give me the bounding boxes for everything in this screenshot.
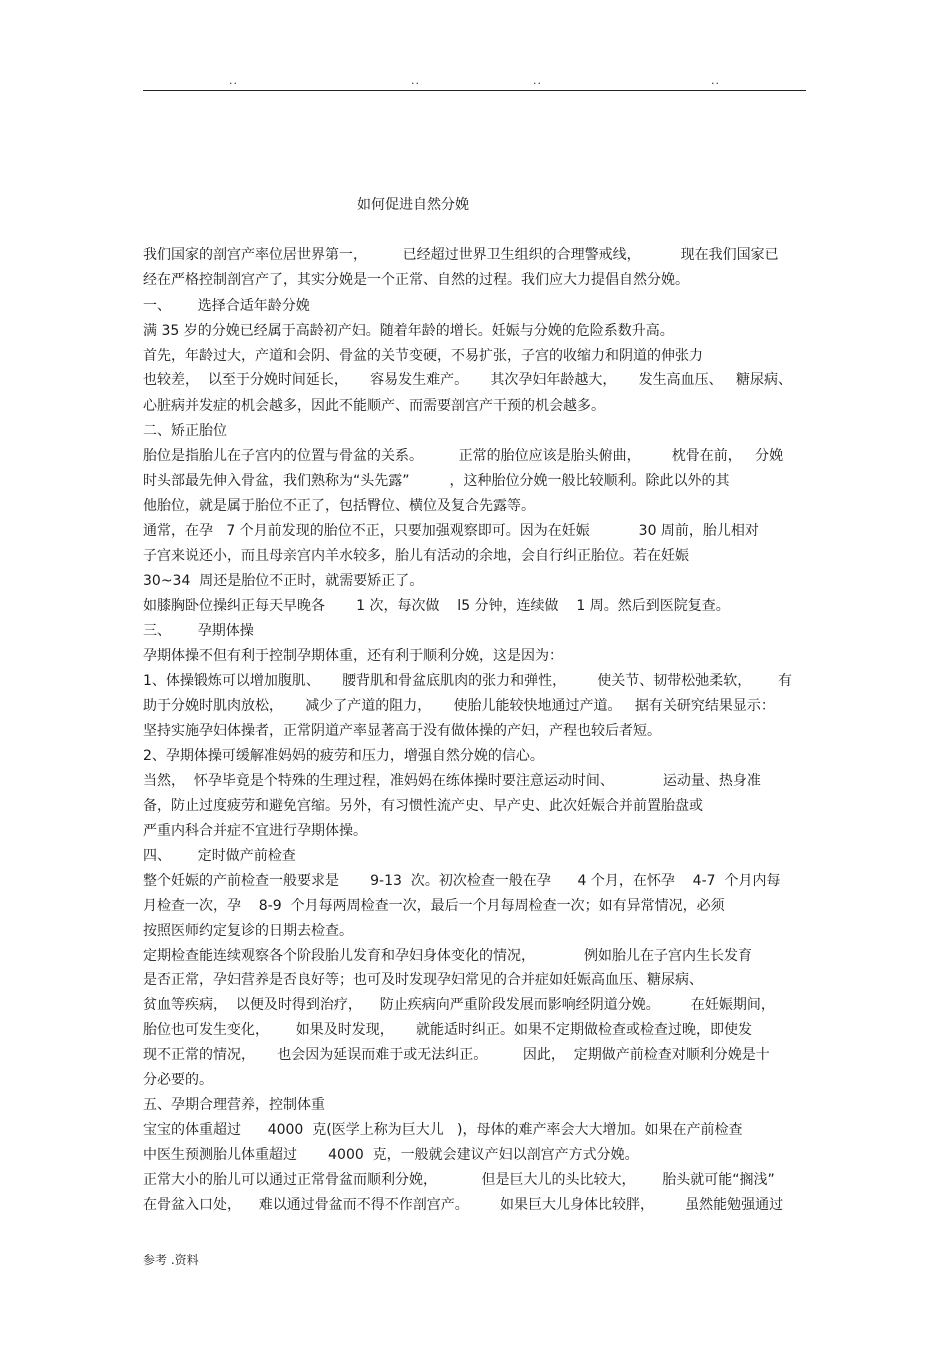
text-line: 坚持实施孕妇体操者，正常阴道产率显著高于没有做体操的产妇，产程也较后者短。	[143, 723, 661, 739]
text-line: 助于分娩时肌肉放松， 减少了产道的阻力， 使胎儿能较快地通过产道。 据有关研究结果显示：	[143, 698, 775, 714]
text-line: 现不正常的情况， 也会因为延误而难于或无法纠正。 因此， 定期做产前检查对顺利分娩是十	[143, 1047, 770, 1063]
text-line: 如膝胸卧位操纠正每天早晚各 1 次，每次做 l5 分钟，连续做 1 周。然后到医院复查。	[143, 598, 730, 614]
text-line: 当然， 怀孕毕竟是个特殊的生理过程，准妈妈在练体操时要注意运动时间、 运动量、热身准	[143, 773, 761, 789]
text-line: 子宫来说还小，而且母亲宫内羊水较多，胎儿有活动的余地，会自行纠正胎位。若在妊娠	[143, 548, 689, 564]
text-line: 备，防止过度疲劳和避免宫缩。另外，有习惯性流产史、早产史、此次妊娠合并前置胎盘或	[143, 798, 703, 814]
text-line: 通常，在孕 7 个月前发现的胎位不正，只要加强观察即可。因为在妊娠 30 周前，胎儿相对	[143, 523, 759, 539]
text-line: 月检查一次，孕 8-9 个月每两周检查一次，最后一个月每周检查一次；如有异常情况，必须	[143, 898, 725, 914]
text-line: 四、 定时做产前检查	[143, 848, 296, 864]
text-line: 2、孕期体操可缓解准妈妈的疲劳和压力，增强自然分娩的信心。	[143, 748, 544, 764]
text-line: 心脏病并发症的机会越多，因此不能顺产、而需要剖宫产干预的机会越多。	[143, 398, 605, 414]
text-line: 整个妊娠的产前检查一般要求是 9-13 次。初次检查一般在孕 4 个月，在怀孕 4-7 个月内每	[143, 873, 781, 889]
header-mark: ..	[533, 74, 542, 87]
header-mark: ..	[411, 74, 420, 87]
text-line: 按照医师约定复诊的日期去检查。	[143, 923, 353, 939]
text-line: 定期检查能连续观察各个阶段胎儿发育和孕妇身体变化的情况， 例如胎儿在子宫内生长发育	[143, 948, 752, 964]
page-header	[0, 74, 950, 88]
text-line: 二、矫正胎位	[143, 423, 227, 439]
text-line: 在骨盆入口处， 难以通过骨盆而不得不作剖宫产。 如果巨大儿身体比较胖， 虽然能勉强通过	[143, 1197, 784, 1213]
text-line: 严重内科合并症不宜进行孕期体操。	[143, 823, 367, 839]
text-line: 贫血等疾病， 以便及时得到治疗， 防止疾病向严重阶段发展而影响经阴道分娩。 在妊娠期间，	[143, 997, 775, 1013]
text-line: 中医生预测胎儿体重超过 4000 克，一般就会建议产妇以剖宫产方式分娩。	[143, 1147, 639, 1163]
header-rule	[143, 90, 806, 91]
text-line: 我们国家的剖宫产率位居世界第一， 已经超过世界卫生组织的合理警戒线， 现在我们国家已	[143, 247, 779, 263]
text-line: 时头部最先伸入骨盆，我们熟称为“头先露” ，这种胎位分娩一般比较顺利。除此以外的其	[143, 473, 730, 489]
header-mark: ..	[229, 74, 238, 87]
text-line: 1、体操锻炼可以增加腹肌、 腰背肌和骨盆底肌肉的张力和弹性， 使关节、韧带松弛柔软， 有	[143, 673, 793, 689]
text-line: 胎位也可发生变化， 如果及时发现， 就能适时纠正。如果不定期做检查或检查过晚，即使发	[143, 1022, 752, 1038]
text-line: 五、孕期合理营养，控制体重	[143, 1097, 325, 1113]
text-line: 经在严格控制剖宫产了，其实分娩是一个正常、自然的过程。我们应大力提倡自然分娩。	[143, 272, 689, 288]
text-line: 分必要的。	[143, 1072, 213, 1088]
text-line: 宝宝的体重超过 4000 克(医学上称为巨大儿 )，母体的难产率会大大增加。如果在产前检查	[143, 1122, 743, 1138]
text-line: 胎位是指胎儿在子宫内的位置与骨盆的关系。 正常的胎位应该是胎头俯曲， 枕骨在前， 分娩	[143, 448, 784, 464]
text-line: 孕期体操不但有利于控制孕期体重，还有利于顺利分娩，这是因为：	[143, 648, 563, 664]
text-line: 正常大小的胎儿可以通过正常骨盆而顺利分娩， 但是巨大儿的头比较大， 胎头就可能“搁浅”	[143, 1172, 775, 1188]
text-line: 三、 孕期体操	[143, 623, 254, 639]
page-footer: 参考 .资料	[143, 1253, 199, 1267]
text-line: 是否正常，孕妇营养是否良好等；也可及时发现孕妇常见的合并症如妊娠高血压、糖尿病、	[143, 972, 703, 988]
text-line: 他胎位，就是属于胎位不正了，包括臀位、横位及复合先露等。	[143, 498, 535, 514]
text-line: 也较差， 以至于分娩时间延长， 容易发生难产。 其次孕妇年龄越大， 发生高血压、 糖尿病、	[143, 372, 793, 388]
text-line: 30~34 周还是胎位不正时，就需要矫正了。	[143, 573, 424, 589]
text-line: 满 35 岁的分娩已经属于高龄初产妇。随着年龄的增长。妊娠与分娩的危险系数升高。	[143, 323, 674, 339]
text-line: 首先，年龄过大，产道和会阴、骨盆的关节变硬，不易扩张，子宫的收缩力和阴道的伸张力	[143, 348, 703, 364]
document-title: 如何促进自然分娩	[357, 197, 469, 213]
text-line: 一、 选择合适年龄分娩	[143, 298, 310, 314]
header-mark: ..	[711, 74, 720, 87]
